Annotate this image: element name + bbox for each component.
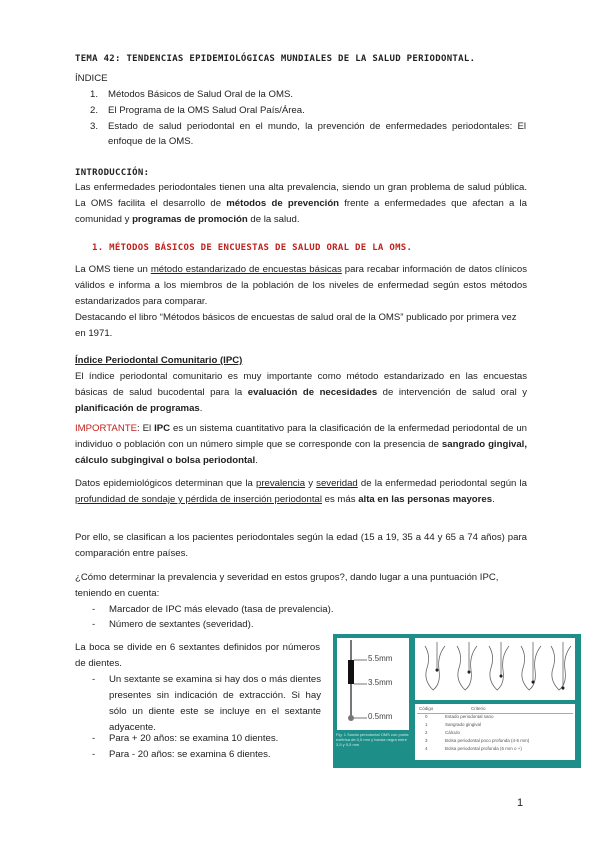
list-item: Un sextante se examina si hay dos o más dientes presentes sin indicación de extracción. Si hay sólo un diente este se incluye en el sextante adyacente. bbox=[109, 674, 321, 733]
ipc-codes-table bbox=[415, 704, 575, 760]
table-code: 1 bbox=[425, 722, 428, 727]
list-item: Para - 20 años: se examina 6 dientes. bbox=[109, 749, 271, 760]
table-criterion: Cálculo bbox=[445, 730, 461, 735]
table-header: Código bbox=[419, 706, 434, 711]
page-number: 1 bbox=[517, 797, 524, 809]
bullet-dash: - bbox=[92, 674, 96, 685]
bullet-dash: - bbox=[92, 733, 96, 744]
document-title: TEMA 42: TENDENCIAS EPIDEMIOLÓGICAS MUNDIALES DE LA SALUD PERIODONTAL. bbox=[75, 54, 476, 64]
index-heading: ÍNDICE bbox=[75, 73, 108, 84]
teeth-codes-diagram bbox=[415, 638, 575, 700]
probe-label: 3.5mm bbox=[368, 678, 393, 687]
epidemiology-paragraph: Datos epidemiológicos determinan que la prevalencia y severidad de la enfermedad periodontal según la profundidad de sondaje y pérdida de inserción periodontal es más alta en las personas mayores. bbox=[75, 478, 527, 505]
question-paragraph: ¿Cómo determinar la prevalencia y severidad en estos grupos?, dando lugar a una puntuación IPC, teniendo en cuenta: bbox=[75, 572, 499, 599]
list-item: Marcador de IPC más elevado (tasa de prevalencia). bbox=[109, 604, 334, 615]
ipc-paragraph: El índice periodontal comunitario es muy importante como método estandarizado en las encuestas básicas de salud bucodental para la evaluación de necesidades de intervención de salud oral y planificación de programas. bbox=[75, 371, 527, 414]
probe-label: 5.5mm bbox=[368, 654, 393, 663]
table-code: 2 bbox=[425, 730, 428, 735]
table-divider bbox=[417, 713, 573, 714]
figure-caption: Fig. 1 Sonda periodontal OMS con punta esférica de 0,5 mm y banda negra entre 3,5 y 5,5 mm bbox=[336, 732, 409, 747]
index-item: Métodos Básicos de Salud Oral de la OMS. bbox=[108, 89, 294, 100]
table-code: 4 bbox=[425, 746, 428, 751]
sextants-paragraph: La boca se divide en 6 sextantes definidos por números de dientes. bbox=[75, 642, 320, 669]
ipc-heading: Índice Periodontal Comunitario (IPC) bbox=[75, 355, 243, 366]
probe-label: 0.5mm bbox=[368, 712, 393, 721]
table-code: 3 bbox=[425, 738, 428, 743]
tooth-probing-icon bbox=[415, 638, 575, 700]
index-item: Estado de salud periodontal en el mundo, la prevención de enfermedades periodontales: El enfoque de la OMS. bbox=[108, 121, 526, 147]
bullet-dash: - bbox=[92, 619, 96, 630]
intro-paragraph: Las enfermedades periodontales tienen una alta prevalencia, siendo un gran problema de salud pública. La OMS facilita el desarrollo de métodos de prevención frente a enfermedades que afectan a la comunidad y programas de promoción de la salud. bbox=[75, 182, 528, 225]
index-item-number: 3. bbox=[90, 121, 99, 132]
index-item: El Programa de la OMS Salud Oral País/Área. bbox=[108, 105, 305, 116]
list-item: Número de sextantes (severidad). bbox=[109, 619, 254, 630]
index-item-number: 2. bbox=[90, 105, 99, 116]
section1-paragraph-book: Destacando el libro “Métodos básicos de encuestas de salud oral de la OMS” publicado por primera vez en 1971. bbox=[75, 312, 517, 339]
important-paragraph: IMPORTANTE: El IPC es un sistema cuantitativo para la clasificación de la enfermedad periodontal de un individuo o población con un número simple que se corresponde con la presencia de sangrado gingival, cálculo subgingival o bolsa periodontal. bbox=[75, 423, 527, 466]
list-item: Para + 20 años: se examina 10 dientes. bbox=[109, 733, 279, 744]
ipc-probe-figure bbox=[333, 634, 581, 768]
section1-heading: 1. MÉTODOS BÁSICOS DE ENCUESTAS DE SALUD ORAL DE LA OMS. bbox=[92, 243, 413, 253]
table-code: 0 bbox=[425, 714, 428, 719]
table-criterion: Bolsa periodontal profunda (6 mm o +) bbox=[445, 746, 522, 751]
section1-paragraph: La OMS tiene un método estandarizado de encuestas básicas para recabar información de datos clínicos válidos e informa a los miembros de la población de los niveles de enfermedad según estos métodos estandarizados para comparar. bbox=[75, 264, 527, 307]
table-criterion: Sangrado gingival bbox=[445, 722, 482, 727]
age-groups-paragraph: Por ello, se clasifican a los pacientes periodontales según la edad (15 a 19, 35 a 44 y 65 a 74 años) para comparación entre países. bbox=[75, 532, 527, 559]
bullet-dash: - bbox=[92, 749, 96, 760]
bullet-dash: - bbox=[92, 604, 96, 615]
intro-heading: INTRODUCCIÓN: bbox=[75, 168, 150, 178]
table-criterion: Estado periodontal sano bbox=[445, 714, 494, 719]
table-criterion: Bolsa periodontal poco profunda (4-5 mm) bbox=[445, 738, 530, 743]
probe-diagram bbox=[337, 638, 409, 730]
table-header: Criterio bbox=[471, 706, 486, 711]
index-item-number: 1. bbox=[90, 89, 99, 100]
